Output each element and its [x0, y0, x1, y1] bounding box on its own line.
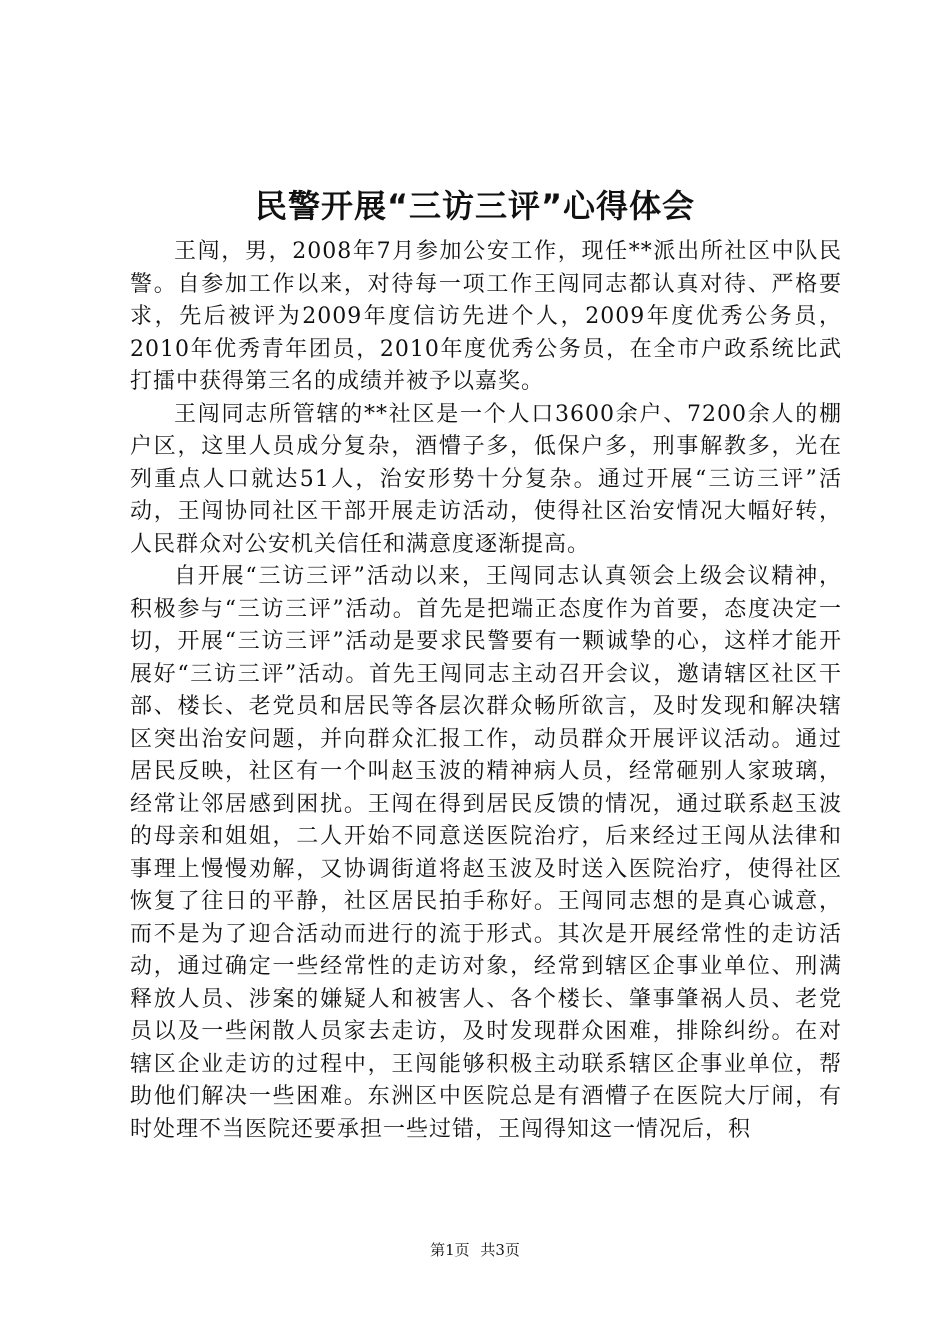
paragraph-1: 王闯，男，2008年7月参加公安工作，现任**派出所社区中队民警。自参加工作以来，对待每一项工作王闯同志都认真对待、严格要求，先后被评为2009年度信访先进个人，2009年度优秀公务员，2010年优秀青年团员，2010年度优秀公务员，在全市户政系统比武打擂中获得第三名的成绩并被予以嘉奖。 [130, 239, 842, 394]
paragraph-2: 王闯同志所管辖的**社区是一个人口3600余户、7200余人的棚户区，这里人员成分复杂，酒懵子多，低保户多，刑事解教多，光在列重点人口就达51人，治安形势十分复杂。通过开展“三访三评”活动，王闯协同社区干部开展走访活动，使得社区治安情况大幅好转，人民群众对公安机关信任和满意度逐渐提高。 [130, 401, 842, 557]
paragraph-3: 自开展“三访三评”活动以来，王闯同志认真领会上级会议精神，积极参与“三访三评”活动。首先是把端正态度作为首要，态度决定一切，开展“三访三评”活动是要求民警要有一颗诚挚的心，这样才能开展好“三访三评”活动。首先王闯同志主动召开会议，邀请辖区社区干部、楼长、老党员和居民等各层次群众畅所欲言，及时发现和解决辖区突出治安问题，并向群众汇报工作，动员群众开展评议活动。通过居民反映，社区有一个叫赵玉波的精神病人员，经常砸别人家玻璃，经常让邻居感到困扰。王闯在得到居民反馈的情况，通过联系赵玉波的母亲和姐姐，二人开始不同意送医院治疗，后来经过王闯从法律和事理上慢慢劝解，又协调街道将赵玉波及时送入医院治疗，使得社区恢复了往日的平静，社区居民拍手称好。王闯同志想的是真心诚意，而不是为了迎合活动而进行的流于形式。其次是开展经常性的走访活动，通过确定一些经常性的走访对象，经常到辖区企事业单位、刑满释放人员、涉案的嫌疑人和被害人、各个楼长、肇事肇祸人员、老党员以及一些闲散人员家去走访，及时发现群众困难，排除纠纷。在对辖区企业走访的过程中，王闯能够积极主动联系辖区企事业单位，帮助他们解决一些困难。东洲区中医院总是有酒懵子在医院大厅闹，有时处理不当医院还要承担一些过错，王闯得知这一情况后，积 [130, 564, 842, 1142]
page-number: 第1页 [430, 1241, 470, 1259]
page-total: 共3页 [480, 1241, 520, 1259]
page-footer [0, 1240, 950, 1260]
document-title: 民警开展“三访三评”心得体会 [254, 187, 696, 225]
document-body [130, 236, 842, 1146]
